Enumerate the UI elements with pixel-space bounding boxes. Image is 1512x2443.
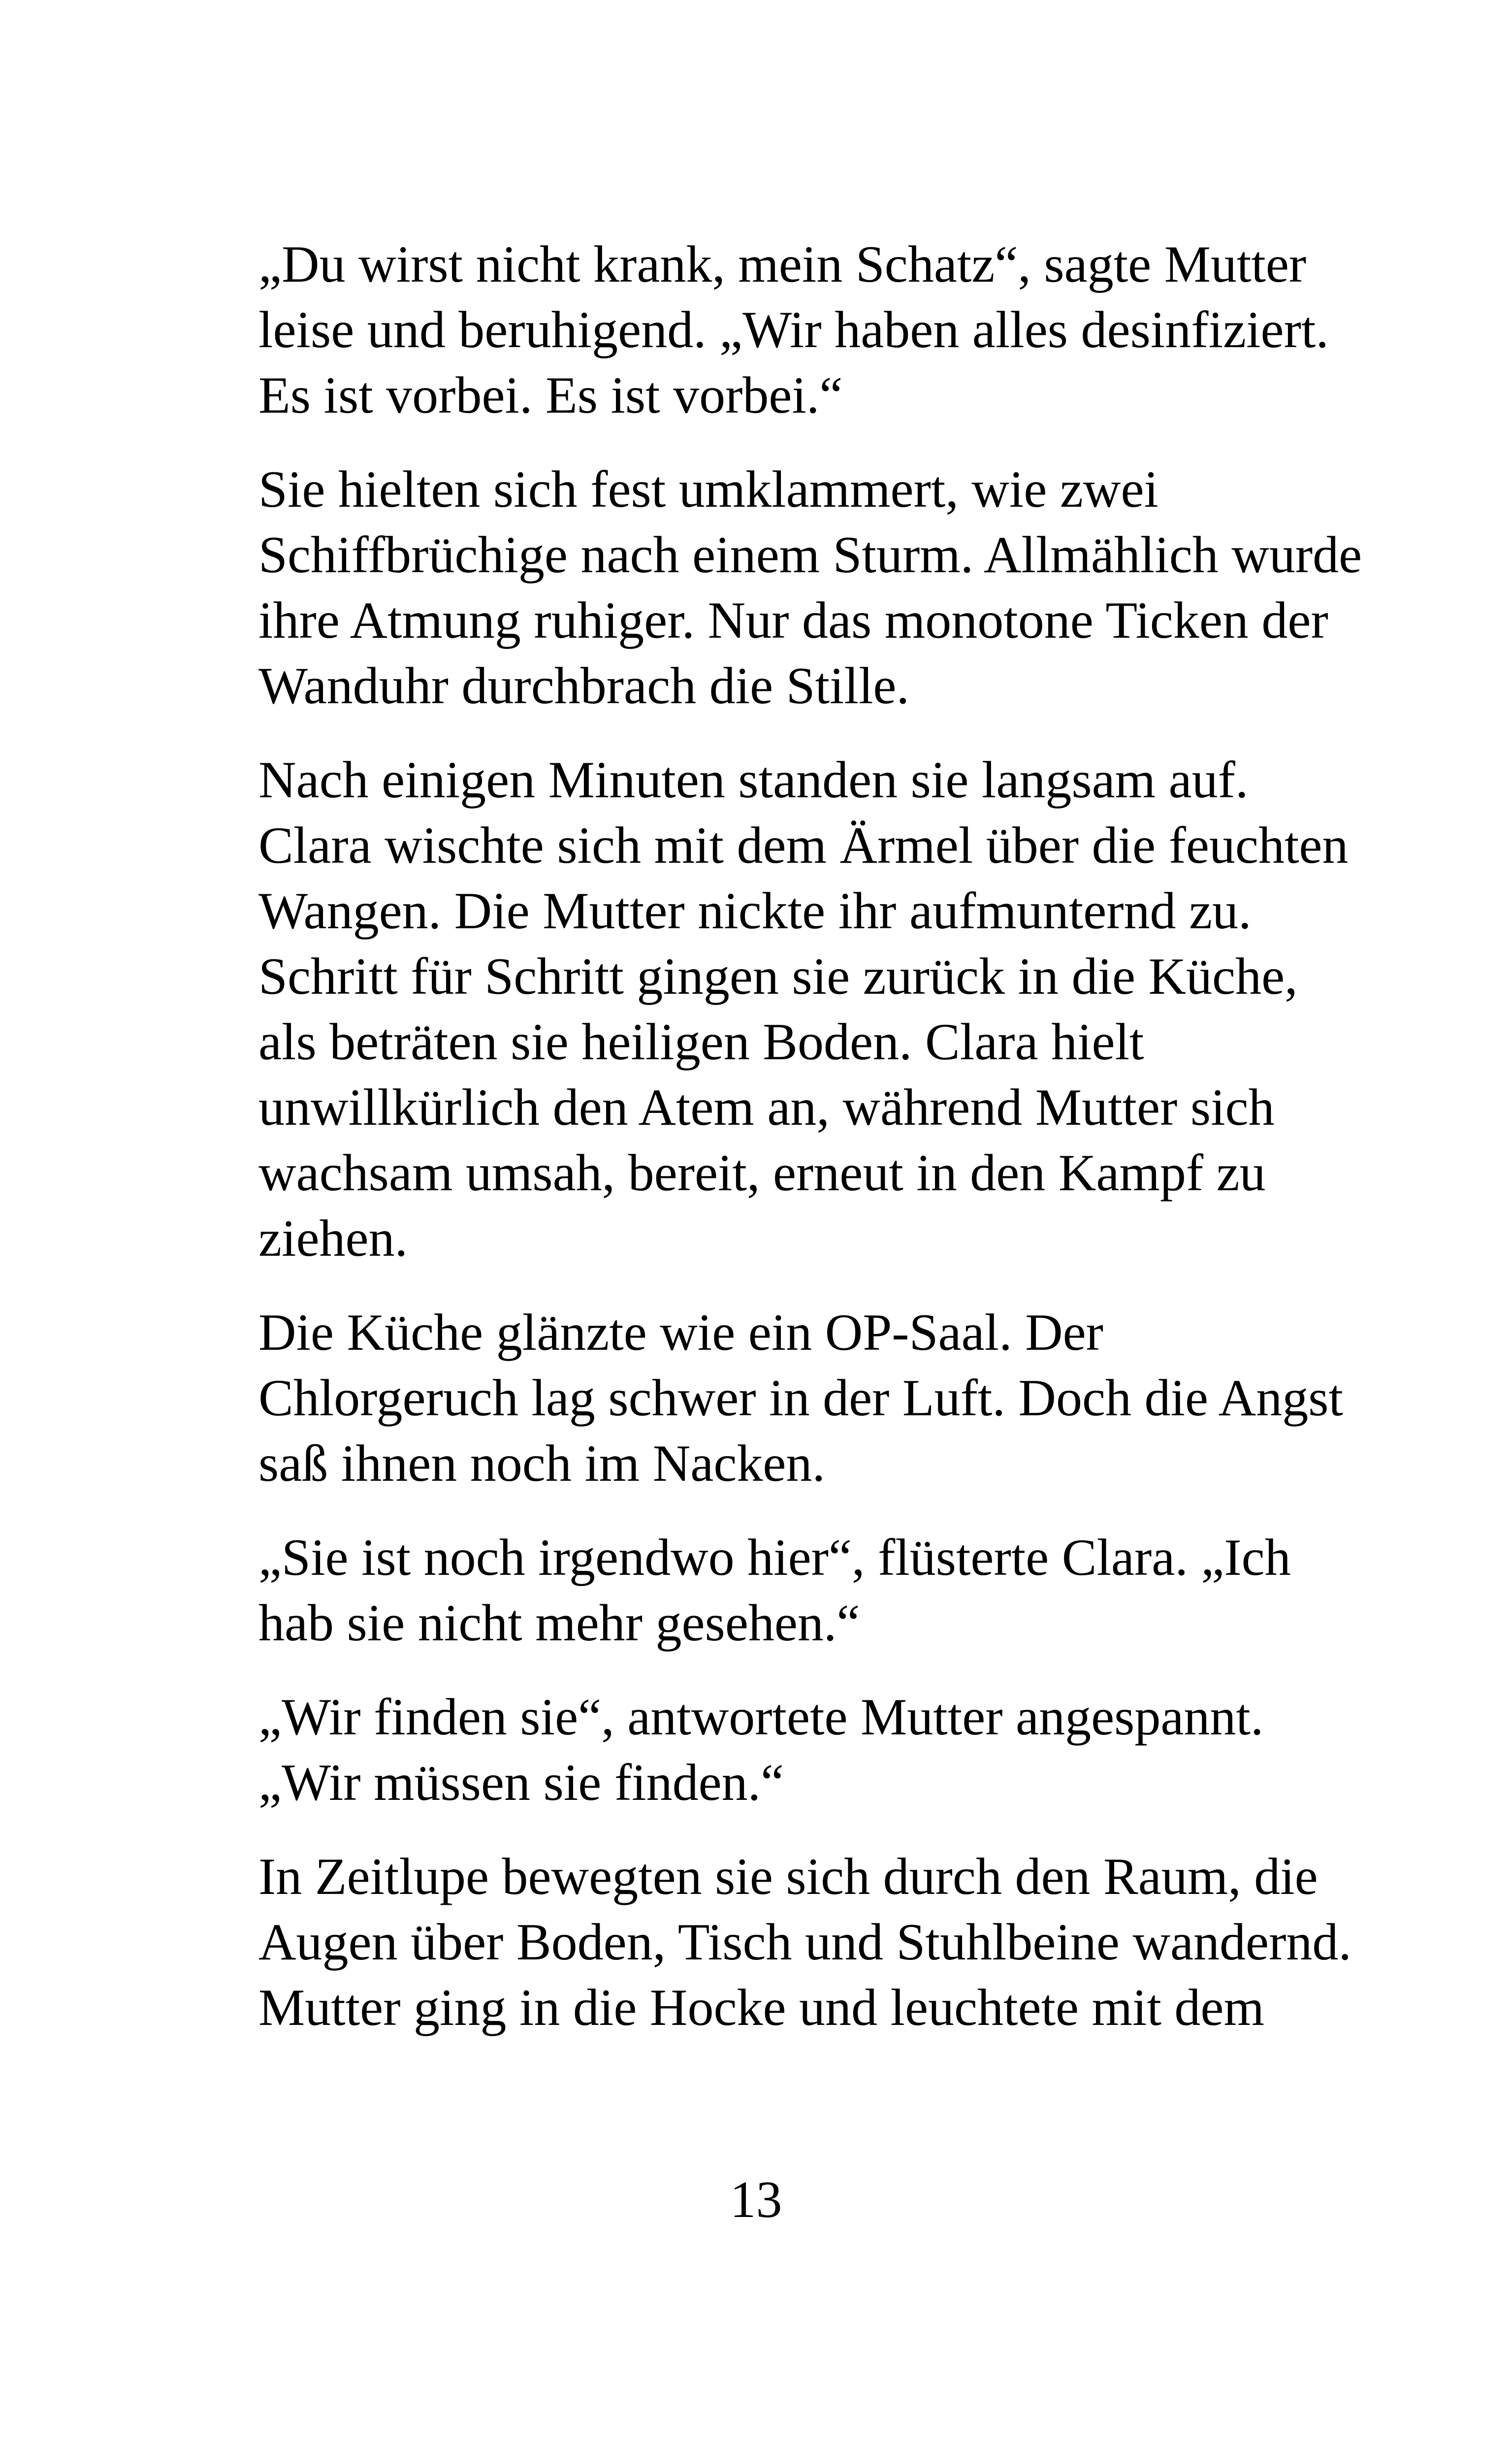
paragraph-4	[258, 1300, 1342, 1496]
text-line: ziehen.	[258, 1209, 408, 1267]
paragraph-1	[258, 231, 1342, 428]
text-line: „Wir müssen sie finden.“	[258, 1754, 784, 1811]
text-line: Schiffbrüchige nach einem Sturm. Allmählich wurde	[258, 526, 1362, 584]
page-number: 13	[730, 2171, 782, 2228]
text-line: „Wir finden sie“, antwortete Mutter angespannt.	[258, 1688, 1264, 1746]
text-line: Wangen. Die Mutter nickte ihr aufmunternd zu.	[258, 882, 1252, 940]
text-line: „Du wirst nicht krank, mein Schatz“, sagte Mutter	[258, 235, 1307, 293]
text-line: saß ihnen noch im Nacken.	[258, 1434, 825, 1492]
text-line: Chlorgeruch lag schwer in der Luft. Doch die Angst	[258, 1369, 1343, 1427]
text-line: ihre Atmung ruhiger. Nur das monotone Ticken der	[258, 591, 1328, 649]
text-line: wachsam umsah, bereit, erneut in den Kampf zu	[258, 1144, 1266, 1202]
text-line: Es ist vorbei. Es ist vorbei.“	[258, 366, 843, 424]
text-line: Mutter ging in die Hocke und leuchtete mit dem	[258, 1979, 1264, 2036]
text-line: „Sie ist noch irgendwo hier“, flüsterte Clara. „Ich	[258, 1529, 1291, 1586]
text-line: hab sie nicht mehr gesehen.“	[258, 1594, 860, 1652]
paragraph-2	[258, 456, 1362, 718]
text-line: Augen über Boden, Tisch und Stuhlbeine wandernd.	[258, 1913, 1351, 1971]
text-line: Schritt für Schritt gingen sie zurück in die Küche,	[258, 947, 1298, 1005]
paragraph-3	[258, 747, 1349, 1271]
text-line: Clara wischte sich mit dem Ärmel über die feuchten	[258, 816, 1349, 874]
paragraph-6	[258, 1684, 1342, 1815]
text-line: leise und beruhigend. „Wir haben alles desinfiziert.	[258, 301, 1329, 358]
text-line: Sie hielten sich fest umklammert, wie zwei	[258, 460, 1158, 518]
text-line: Wanduhr durchbrach die Stille.	[258, 657, 909, 715]
body-text	[258, 231, 1362, 2069]
text-line: unwillkürlich den Atem an, während Mutter sich	[258, 1078, 1275, 1136]
text-line: Nach einigen Minuten standen sie langsam auf.	[258, 751, 1249, 809]
text-line: Die Küche glänzte wie ein OP-Saal. Der	[258, 1303, 1103, 1361]
paragraph-7	[258, 1844, 1351, 2040]
text-line: als beträten sie heiligen Boden. Clara hielt	[258, 1013, 1144, 1071]
text-line: In Zeitlupe bewegten sie sich durch den Raum, die	[258, 1848, 1318, 1905]
paragraph-5	[258, 1525, 1342, 1656]
